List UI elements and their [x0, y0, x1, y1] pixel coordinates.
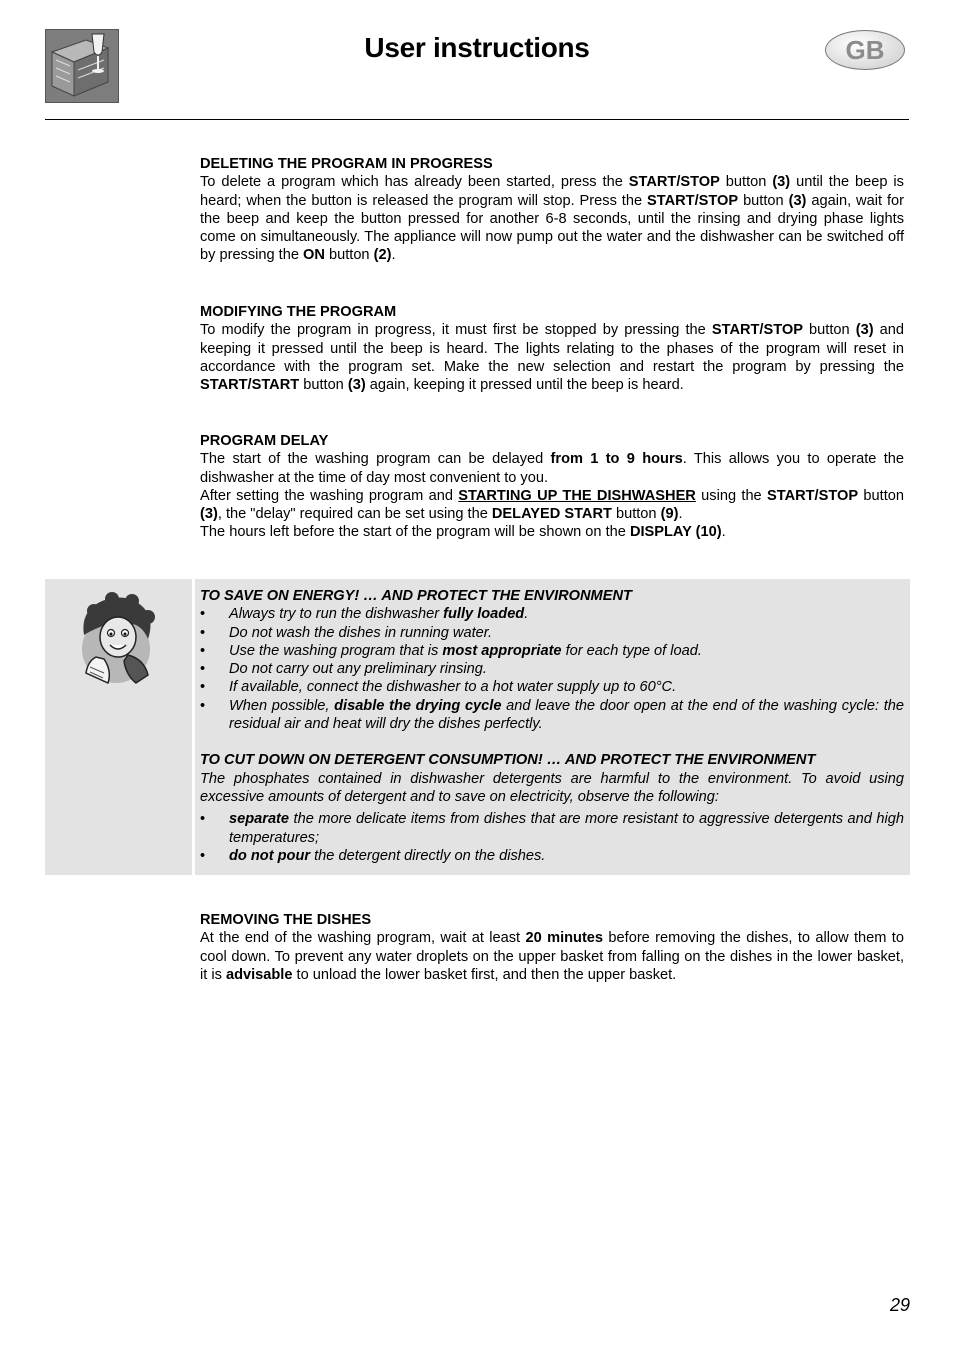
detergent-tips-heading: TO CUT DOWN ON DETERGENT CONSUMPTION! … AND PROTECT THE ENVIRONMENT — [200, 752, 816, 769]
section-heading: REMOVING THE DISHES — [200, 912, 372, 928]
list-item: • Do not carry out any preliminary rinsing. — [200, 661, 487, 678]
section-program-delay — [200, 432, 904, 542]
list-item: • Use the washing program that is most appropriate for each type of load. — [200, 642, 702, 659]
section-body: To delete a program which has already been started, press the START/STOP button (3) until the beep is heard; when the button is released the program will stop. Press the START/STOP button (3) again, wait for the beep and keep the button pressed for another 6-8 seconds, until the rinsing and drying phase lights come on simultaneously. The appliance will now pump out the water and the dishwasher can be switched off by pressing the ON button (2). — [200, 174, 904, 264]
section-body: To modify the program in progress, it must first be stopped by pressing the START/STOP button (3) and keeping it pressed until the beep is heard. The lights relating to the phases of the program will reset in accordance with the program set. Make the new selection and restart the program by pressing the START/START button (3) again, keeping it pressed until the beep is heard. — [200, 322, 904, 394]
list-item: • Always try to run the dishwasher fully loaded. — [200, 606, 529, 623]
section-removing-dishes — [200, 911, 904, 984]
section-heading: MODIFYING THE PROGRAM — [200, 304, 397, 320]
detergent-intro: The phosphates contained in dishwasher detergents are harmful to the environment. To avoid using excessive amounts of detergent and to save on electricity, observe the following: — [200, 770, 904, 805]
energy-tips-heading: TO SAVE ON ENERGY! … AND PROTECT THE ENVIRONMENT — [200, 588, 632, 604]
bullet-icon: • — [200, 661, 206, 678]
page-title: User instructions — [364, 32, 590, 63]
list-item: • When possible, disable the drying cycle and leave the door open at the end of the washing cycle: the residual air and heat will dry the dishes perfectly. — [200, 697, 904, 733]
section-deleting-program — [200, 155, 904, 265]
bullet-icon: • — [200, 679, 206, 696]
list-item: • separate the more delicate items from dishes that are more resistant to aggressive detergents and high temperatures; — [200, 811, 904, 846]
cross-reference-link[interactable]: STARTING UP THE DISHWASHER — [458, 487, 696, 504]
section-body: After setting the washing program and STARTING UP THE DISHWASHER using the START/STOP button (3), the "delay" required can be set using the DELAYED START button (9). — [200, 487, 904, 523]
bullet-icon: • — [200, 606, 206, 623]
detergent-tips-list — [200, 810, 904, 865]
section-body: The start of the washing program can be delayed from 1 to 9 hours. This allows you to operate the dishwasher at the time of day most convenient to you. — [200, 451, 904, 486]
section-modifying-program — [200, 303, 904, 394]
section-body: At the end of the washing program, wait at least 20 minutes before removing the dishes, to allow them to cool down. To prevent any water droplets on the upper basket from falling on the dishes in the lower basket, it is advisable to unload the lower basket first, and then the upper basket. — [200, 930, 904, 983]
bullet-icon: • — [200, 697, 206, 714]
mascot-woman-icon — [78, 591, 162, 689]
environment-tips — [200, 587, 904, 865]
bullet-icon: • — [200, 811, 206, 828]
bullet-icon: • — [200, 624, 206, 641]
header-divider — [45, 119, 909, 120]
language-badge: GB — [825, 30, 905, 70]
list-item: • do not pour the detergent directly on the dishes. — [200, 847, 546, 864]
list-item: • If available, connect the dishwasher to a hot water supply up to 60°C. — [200, 679, 677, 696]
section-body: The hours left before the start of the program will be shown on the DISPLAY (10). — [200, 524, 726, 541]
list-item: • Do not wash the dishes in running water. — [200, 624, 493, 641]
bullet-icon: • — [200, 847, 206, 864]
section-heading: DELETING THE PROGRAM IN PROGRESS — [200, 156, 493, 172]
energy-tips-list — [200, 605, 904, 733]
bullet-icon: • — [200, 642, 206, 659]
page-number: 29 — [889, 1295, 910, 1315]
section-heading: PROGRAM DELAY — [200, 433, 329, 449]
